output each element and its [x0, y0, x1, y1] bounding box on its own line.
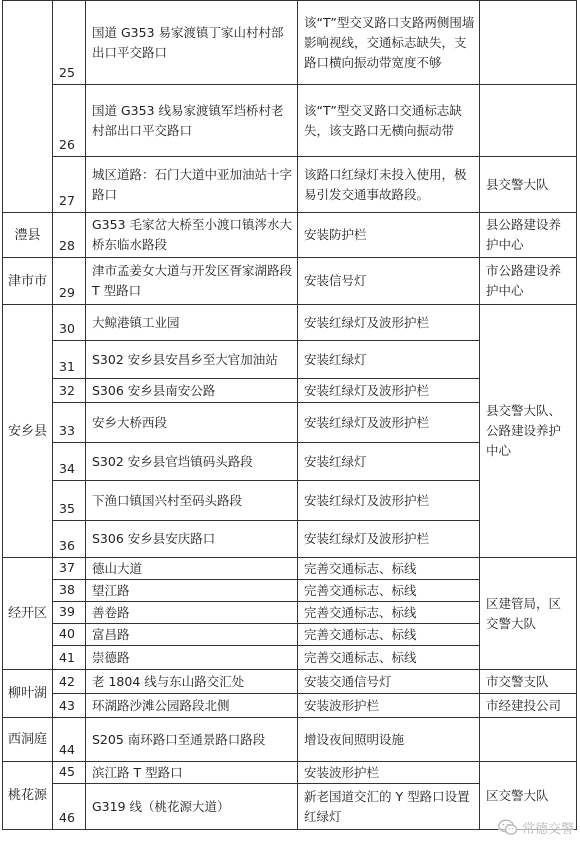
- row-number: 38: [53, 580, 86, 602]
- row-number: 33: [53, 403, 86, 443]
- measure-cell: 安装防护栏: [298, 213, 480, 258]
- location-cell: 德山大道: [86, 558, 298, 580]
- measure-cell: 新老国道交汇的 Y 型路口设置红绿灯: [298, 784, 480, 830]
- row-number: 35: [53, 481, 86, 521]
- unit-cell: [480, 85, 577, 157]
- table-row: [3, 258, 577, 305]
- road-hazard-table: [2, 0, 577, 830]
- location-cell: 老 1804 线与东山路交汇处: [86, 670, 298, 694]
- row-number: 25: [53, 1, 86, 85]
- measure-cell: 完善交通标志、标线: [298, 558, 480, 580]
- region-cell-taohuayuan: 桃花源: [3, 762, 53, 830]
- unit-cell: 县交警大队、公路建设养护中心: [480, 305, 577, 558]
- measure-cell: 安装红绿灯及波形护栏: [298, 481, 480, 521]
- measure-cell: 安装红绿灯及波形护栏: [298, 305, 480, 341]
- row-number: 46: [53, 784, 86, 830]
- watermark-text: 常德交警: [521, 821, 574, 837]
- measure-cell: 安装信号灯: [298, 258, 480, 305]
- row-number: 39: [53, 602, 86, 624]
- table-row: [3, 213, 577, 258]
- row-number: 43: [53, 694, 86, 718]
- row-number: 29: [53, 258, 86, 305]
- row-number: 31: [53, 341, 86, 379]
- location-cell: 津市孟姜女大道与开发区胥家湖路段 T 型路口: [86, 258, 298, 305]
- location-cell: 望江路: [86, 580, 298, 602]
- unit-cell: [480, 718, 577, 762]
- unit-cell: 市公路建设养护中心: [480, 258, 577, 305]
- measure-cell: 完善交通标志、标线: [298, 646, 480, 670]
- table-row: [3, 670, 577, 694]
- row-number: 40: [53, 624, 86, 646]
- row-number: 27: [53, 157, 86, 213]
- measure-cell: 该路口红绿灯未投入使用，极易引发交通事故路段。: [298, 157, 480, 213]
- table-row: [3, 157, 577, 213]
- measure-cell: 完善交通标志、标线: [298, 602, 480, 624]
- unit-cell: [480, 1, 577, 85]
- location-cell: 环湖路沙滩公园路段北侧: [86, 694, 298, 718]
- unit-cell: 市经建投公司: [480, 694, 577, 718]
- measure-cell: 完善交通标志、标线: [298, 580, 480, 602]
- unit-cell: 县公路建设养护中心: [480, 213, 577, 258]
- unit-cell: 县交警大队: [480, 157, 577, 213]
- location-cell: G319 线（桃花源大道）: [86, 784, 298, 830]
- measure-cell: 安装交通信号灯: [298, 670, 480, 694]
- measure-cell: 完善交通标志、标线: [298, 624, 480, 646]
- location-cell: 大鲸港镇工业园: [86, 305, 298, 341]
- row-number: 41: [53, 646, 86, 670]
- region-cell-lixian: 澧县: [3, 213, 53, 258]
- location-cell: 善卷路: [86, 602, 298, 624]
- region-cell-jingkai: 经开区: [3, 558, 53, 670]
- measure-cell: 安装红绿灯: [298, 341, 480, 379]
- wechat-icon: [498, 819, 518, 836]
- region-cell-jinshi: 津市市: [3, 258, 53, 305]
- table-row: [3, 85, 577, 157]
- location-cell: 安乡大桥西段: [86, 403, 298, 443]
- region-cell-xidongting: 西洞庭: [3, 718, 53, 762]
- measure-cell: 该“T”型交叉路口交通标志缺失，该支路口无横向振动带: [298, 85, 480, 157]
- measure-cell: 安装红绿灯: [298, 443, 480, 481]
- location-cell: 国道 G353 线易家渡镇军垱桥村老村部出口平交路口: [86, 85, 298, 157]
- location-cell: S205 南环路口至通景路口路段: [86, 718, 298, 762]
- measure-cell: 安装波形护栏: [298, 762, 480, 784]
- row-number: 34: [53, 443, 86, 481]
- row-number: 28: [53, 213, 86, 258]
- location-cell: 崇德路: [86, 646, 298, 670]
- unit-cell: 区交警大队: [480, 762, 577, 830]
- measure-cell: 增设夜间照明设施: [298, 718, 480, 762]
- region-cell-anxiang: 安乡县: [3, 305, 53, 558]
- location-cell: 城区道路：石门大道中亚加油站十字路口: [86, 157, 298, 213]
- watermark: [498, 816, 574, 838]
- location-cell: S302 安乡县官垱镇码头路段: [86, 443, 298, 481]
- table-row: [3, 694, 577, 718]
- table-row: [3, 718, 577, 762]
- table-row: [3, 558, 577, 580]
- table-row: [3, 1, 577, 85]
- location-cell: 下渔口镇国兴村至码头路段: [86, 481, 298, 521]
- row-number: 45: [53, 762, 86, 784]
- location-cell: S302 安乡县安昌乡至大官加油站: [86, 341, 298, 379]
- location-cell: S306 安乡县南安公路: [86, 379, 298, 403]
- location-cell: S306 安乡县安庆路口: [86, 521, 298, 558]
- measure-cell: 安装红绿灯及波形护栏: [298, 379, 480, 403]
- location-cell: 国道 G353 易家渡镇丁家山村村部出口平交路口: [86, 1, 298, 85]
- measure-cell: 安装波形护栏: [298, 694, 480, 718]
- unit-cell: 市交警支队: [480, 670, 577, 694]
- unit-cell: 区建管局，区交警大队: [480, 558, 577, 670]
- location-cell: G353 毛家岔大桥至小渡口镇涔水大桥东临水路段: [86, 213, 298, 258]
- row-number: 32: [53, 379, 86, 403]
- table-row: [3, 305, 577, 341]
- row-number: 30: [53, 305, 86, 341]
- row-number: 36: [53, 521, 86, 558]
- row-number: 44: [53, 718, 86, 762]
- region-cell-liuyehu: 柳叶湖: [3, 670, 53, 718]
- measure-cell: 安装红绿灯及波形护栏: [298, 403, 480, 443]
- row-number: 37: [53, 558, 86, 580]
- measure-cell: 该“T”型交叉路口支路两侧围墙影响视线，交通标志缺失，支路口横向振动带宽度不够: [298, 1, 480, 85]
- table-sheet: [2, 0, 576, 846]
- location-cell: 滨江路 T 型路口: [86, 762, 298, 784]
- measure-cell: 安装红绿灯及波形护栏: [298, 521, 480, 558]
- table-row: [3, 762, 577, 784]
- region-cell-unlabeled: [3, 1, 53, 213]
- row-number: 26: [53, 85, 86, 157]
- row-number: 42: [53, 670, 86, 694]
- location-cell: 富昌路: [86, 624, 298, 646]
